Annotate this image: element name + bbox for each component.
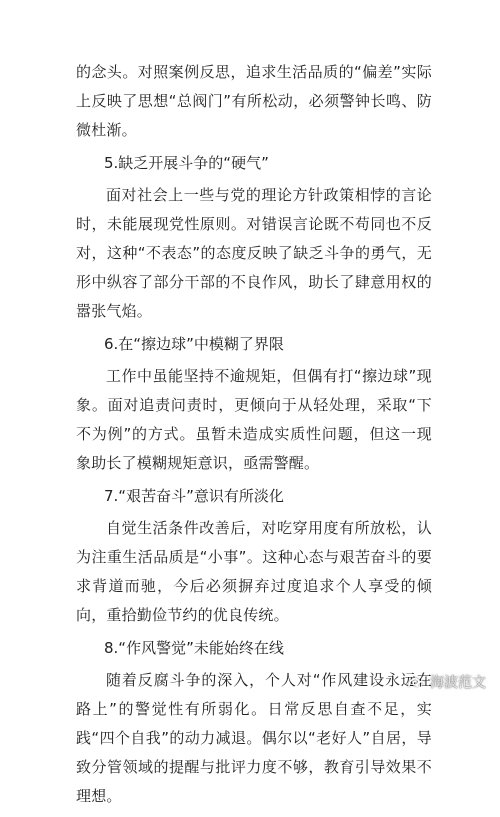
section-heading-8: 8.“作风警觉”未能始终在线 (104, 639, 284, 657)
section-heading-7: 7.“艰苦奋斗”意识有所淡化 (104, 487, 284, 505)
logo-icon (406, 674, 426, 690)
watermark-text: 海波范文 (430, 675, 486, 691)
paragraph-6: 工作中虽能坚持不逾规矩，但偶有打“擦边球”现象。面对追责问责时，更倾向于从轻处理，采取“下不为例”的方式。虽暂未造成实质性问题，但这一现象助长了模糊规矩意识，亟需警醒。 (76, 367, 432, 472)
paragraph-intro: 的念头。对照案例反思，追求生活品质的“偏差”实际上反映了思想“总阀门”有所松动，必须警钟长鸣、防微杜渐。 (76, 63, 432, 139)
paragraph-5: 面对社会上一些与党的理论方针政策相悖的言论时，未能展现党性原则。对错误言论既不苟同也不反对，这种“不表态”的态度反映了缺乏斗争的勇气，无形中纵容了部分干部的不良作风，助长了肆意用权的嚣张气焰。 (76, 186, 432, 320)
paragraph-7: 自觉生活条件改善后，对吃穿用度有所放松，认为注重生活品质是“小事”。这种心态与艰苦奋斗的要求背道而驰，今后必须摒弃过度追求个人享受的倾向，重拾勤俭节约的优良传统。 (76, 519, 432, 624)
document-body (76, 58, 432, 817)
watermark (406, 670, 486, 694)
section-heading-5: 5.缺乏开展斗争的“硬气” (104, 154, 269, 172)
section-heading-6: 6.在“擦边球”中模糊了界限 (104, 335, 284, 353)
paragraph-8: 随着反腐斗争的深入，个人对“作风建设永远在路上”的警觉性有所弱化。日常反思自查不足，实践“四个自我”的动力减退。偶尔以“老好人”自居，导致分管领域的提醒与批评力度不够，教育引导效果不理想。 (76, 671, 432, 805)
